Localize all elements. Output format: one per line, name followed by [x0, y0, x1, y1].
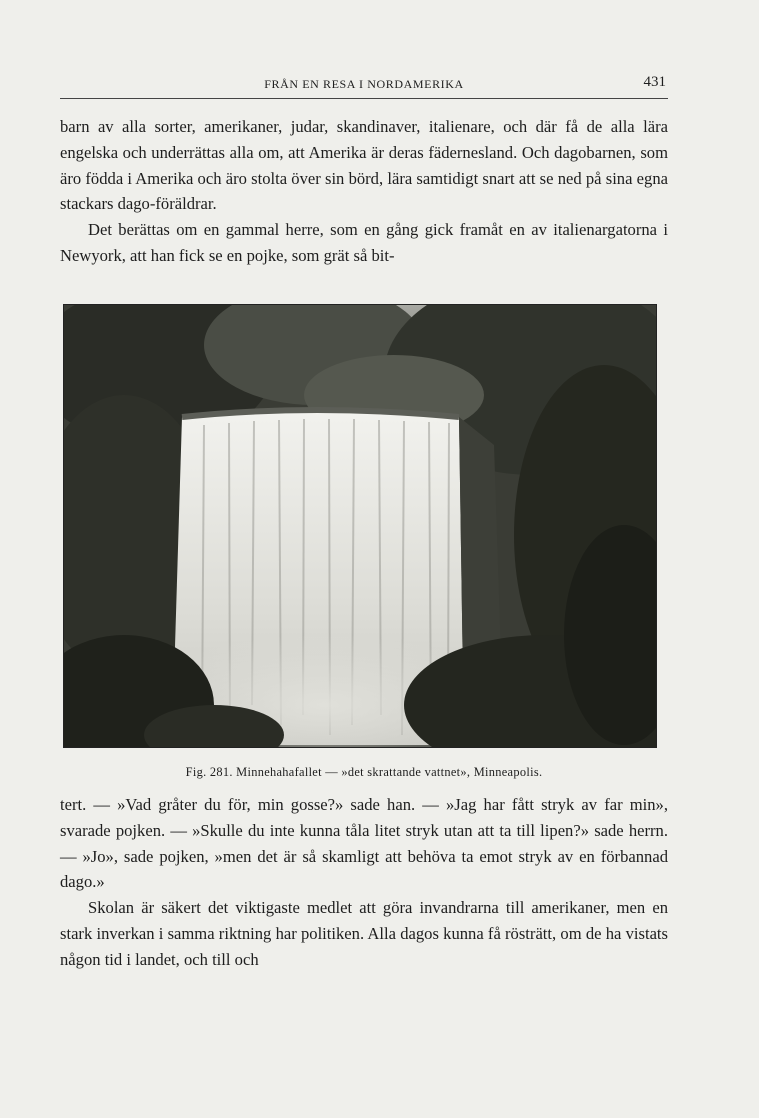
page-number: 431: [643, 74, 666, 90]
body-text-top: [60, 114, 668, 269]
page-header: [60, 72, 668, 99]
paragraph: tert. — »Vad gråter du för, min gosse?» sade han. — »Jag har fått stryk av far min», svarade pojken. — »Skulle du inte kunna tåla litet stryk utan att ta till lipen?» sade herrn. — »Jo», sade pojken, »men det är så skamligt att behöva ta emot stryk av en förbannad dago.»: [60, 795, 668, 892]
photo-illustration: [64, 305, 656, 747]
paragraph: Skolan är säkert det viktigaste medlet att göra invandrarna till amerikaner, men en stark inverkan i samma riktning har politiken. Alla dagos kunna få rösträtt, om de ha vistats någon tid i landet, och till och: [60, 898, 668, 969]
body-text-bottom: [60, 792, 668, 973]
figure-caption: Fig. 281. Minnehahafallet — »det skrattande vattnet», Minneapolis.: [185, 765, 543, 779]
paragraph: barn av alla sorter, amerikaner, judar, skandinaver, italienare, och där få de alla lära engelska och underrättas alla om, att Amerika är deras fädernesland. Och dagobarnen, som äro födda i Amerika och äro stolta över sin börd, lära samtidigt snart att se ned på sina egna stackars dago-föräldrar.: [60, 117, 668, 214]
running-title: FRÅN EN RESA I NORDAMERIKA: [264, 77, 464, 91]
paragraph: Det berättas om en gammal herre, som en gång gick framåt en av italienargatorna i Newyork, att han fick se en pojke, som grät så bit-: [60, 220, 668, 265]
waterfall-photograph: [63, 304, 657, 748]
